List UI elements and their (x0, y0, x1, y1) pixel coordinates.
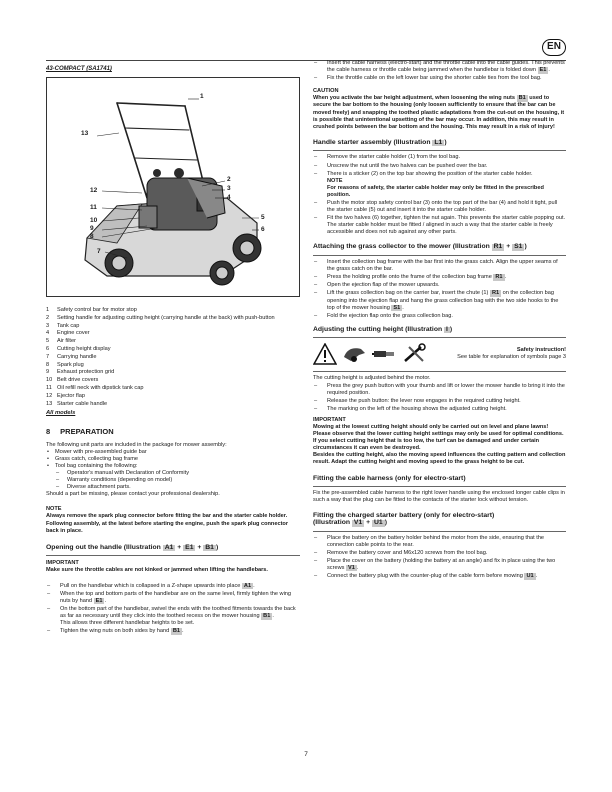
section-title-preparation: 8 PREPARATION (46, 426, 114, 436)
divider (313, 531, 566, 532)
tools-icon (401, 343, 427, 365)
safety-symbols (313, 343, 427, 365)
package-contents (46, 449, 300, 470)
callout-8: 8 (90, 233, 94, 241)
mower-figure (46, 77, 300, 297)
cable-harness-title: Fitting the cable harness (only for electro-start) (313, 474, 466, 482)
list-item: – Unscrew the nut until the two halves can be pushed over the bar. (313, 163, 566, 170)
important-text: Please observe that the lower cutting height settings may only be used for optimal conditions. If you select cutting height that is too low, the turf can be damaged and under certain circumstances it can even be destroyed. (313, 431, 564, 452)
list-item: 3 Tank cap (46, 322, 80, 329)
list-item: • Mower with pre-assembled guide bar (46, 449, 300, 456)
missing-part-text: Should a part be missing, please contact your professional dealership. (46, 491, 220, 498)
list-item: 9 Exhaust protection grid (46, 369, 115, 376)
language-badge: EN (542, 39, 566, 56)
callout-6: 6 (261, 226, 265, 234)
list-item: 11 Oil refill neck with dipstick tank cap (46, 385, 144, 392)
callout-2: 2 (227, 176, 231, 184)
divider (313, 150, 566, 151)
list-item: 1 Safety control bar for motor stop (46, 307, 137, 314)
safety-instruction-text: Safety instruction! See table for explanation of symbols page 3 (457, 347, 566, 361)
list-item: – Fix the throttle cable on the left lower bar using the shorter cable ties from the tool bag. (313, 75, 566, 82)
list-item: 10 Belt drive covers (46, 377, 99, 384)
tool-bag-contents (46, 470, 300, 491)
list-item: 8 Spark plug (46, 361, 84, 368)
callout-10: 10 (90, 217, 98, 225)
list-item: – Insert the collection bag frame with the bar first into the grass catch. Align the upper seams of the grass catch on the bar. (313, 259, 566, 273)
list-item: – Operator's manual with Declaration of Conformity (55, 470, 300, 477)
list-item: • Grass catch, collecting bag frame (46, 456, 300, 463)
important-label: IMPORTANT (313, 416, 346, 423)
parts-list (46, 307, 300, 408)
hand-injury-icon (341, 343, 367, 365)
callout-9: 9 (90, 225, 94, 233)
list-item: – When the top and bottom parts of the handlebar are on the same level, firmly tighten the wing nuts by hand E1 . (46, 591, 300, 605)
list-item: – Open the ejection flap of the mower upwards. (313, 282, 566, 289)
list-item: – Remove the battery cover and M6x120 screws from the tool bag. (313, 550, 566, 557)
list-item: 4 Engine cover (46, 330, 90, 337)
list-item: – Release the push button: the lever now engages in the required cutting height. (313, 398, 566, 405)
callout-13: 13 (81, 130, 89, 138)
list-item: – Remove the starter cable holder (1) from the tool bag. (313, 154, 566, 161)
safety-instruction-box (313, 341, 566, 367)
list-item: – On the bottom part of the handlebar, swivel the ends with the toothed fitments towards the back as far as necessary until they click into the toothed recess on the mower housing B1 . This allows three different handlebar heights to be set. (46, 606, 300, 627)
model-title: 43-COMPACT (SA1741) (46, 66, 112, 72)
list-item: 13 Starter cable handle (46, 400, 108, 407)
divider (313, 337, 566, 338)
warning-triangle-icon (313, 343, 337, 365)
divider (313, 371, 566, 372)
list-item: – There is a sticker (2) on the top bar showing the position of the starter cable holder. NOTE For reasons of safety, the starter cable holder may only be fitted in the prescribed position. (313, 171, 566, 199)
battery-title: Fitting the charged starter battery (only for electro-start) (Illustration V1 + U1 ) (313, 511, 495, 526)
handle-starter-steps (313, 154, 566, 236)
cutting-height-intro: The cutting height is adjusted behind the motor. (313, 375, 431, 382)
divider (46, 555, 300, 556)
list-item: – Place the cover on the battery (holding the battery at an angle) and fix in place using the two screws V1 . (313, 558, 566, 572)
list-item: – Push the motor stop safety control bar (3) onto the top part of the bar (4) and hold it tight, pull the starter cable (5) out and insert it into the starter cable holder. (313, 200, 566, 214)
list-item: – Press the holding profile onto the frame of the collection bag frame R1 . (313, 274, 566, 281)
battery-steps (313, 535, 566, 581)
preparation-intro: The following unit parts are included in the package for mower assembly: (46, 441, 227, 448)
page-number: 7 (304, 751, 308, 758)
important-text: Besides the cutting height, also the moving speed influences the cutting pattern and collection result. Adapt the cutting height and moving speed to the grass height to be cut. (313, 452, 566, 466)
callout-4: 4 (227, 194, 231, 202)
list-item: – Insert the cable harness (electro-start) and the throttle cable into the cable guides. This prevents the cable harness or throttle cable being jammed when the handlebar is folded down E1 . (313, 60, 566, 74)
all-models-heading: All models (46, 410, 76, 417)
list-item: – Press the grey push button with your thumb and lift or lower the mower handle to bring it into the required position. (313, 383, 566, 397)
list-item: 6 Cutting height display (46, 346, 111, 353)
opening-handle-title: Opening out the handle (Illustration A1 + E1 + B1 ) (46, 543, 219, 551)
list-item: – Pull on the handlebar which is collapsed in a Z-shape upwards into place A1 . (46, 583, 300, 590)
mower-illustration (47, 78, 301, 298)
list-item: 12 Ejector flap (46, 392, 85, 399)
caution-label: CAUTION (313, 88, 339, 95)
callout-12: 12 (90, 187, 98, 195)
list-item: – Tighten the wing nuts on both sides by hand B1 . (46, 628, 300, 635)
callout-5: 5 (261, 214, 265, 222)
list-item: 7 Carrying handle (46, 353, 97, 360)
callout-7: 7 (97, 248, 101, 256)
divider (313, 255, 566, 256)
list-item: – Warranty conditions (depending on model) (55, 477, 300, 484)
list-item: – Fit the two halves (6) together, tighten the nut again. This prevents the starter cable popping out. The starter cable holder must be fitted / aligned in such a way that the starter cable is freely accessible and does not rub against any other parts. (313, 215, 566, 236)
list-item: – Lift the grass collection bag on the carrier bar, insert the chute (1) R1 on the collection bag opening into the ejection flap and hang the grass collection bag with the two side hooks to the top of the mower housing S1 . (313, 290, 566, 311)
callout-1: 1 (200, 93, 204, 101)
cable-steps (313, 60, 566, 82)
note-text: Always remove the spark plug connector before fitting the bar and the starter cable holder. Following assembly, at the latest before starting the engine, push the spark plug connector back in place. (46, 513, 289, 534)
cable-harness-text: Fix the pre-assembled cable harness to the right lower handle using the enclosed longer cable clips in such a way that the plug can be fitted to the contacts of the starter lock without tension. (313, 489, 565, 503)
list-item: • Tool bag containing the following: (46, 463, 300, 470)
grass-collector-steps (313, 259, 566, 320)
note-label: NOTE (46, 506, 62, 513)
divider (313, 486, 566, 487)
right-column (313, 60, 566, 581)
list-item: – Connect the battery plug with the counter-plug of the cable form before mowing U1 . (313, 573, 566, 580)
handle-steps (46, 583, 300, 636)
list-item: – The marking on the left of the housing shows the adjusted cutting height. (313, 406, 566, 413)
callout-11: 11 (90, 204, 97, 212)
handle-starter-title: Handle starter assembly (Illustration L1 ) (313, 138, 447, 146)
list-item: 5 Air filter (46, 338, 76, 345)
list-item: – Place the battery on the battery holder behind the motor from the side, ensuring that the connection cable points to the rear. (313, 535, 566, 549)
grass-collector-title: Attaching the grass collector to the mower (Illustration R1 + S1 ) (313, 243, 527, 251)
important-text: Make sure the throttle cables are not kinked or jammed when lifting the handlebars. (46, 567, 268, 574)
caution-text: When you activate the bar height adjustment, when loosening the wing nuts B1 used to secure the bar bottom to the housing (only loosen sufficiently to ensure that the bar can be moved freely) and snapping the toothed plastic adaptations from the cut-out on the housing, it is possible that unintentional upsetting of the bar may occur. In addition, this may result in crushed points between the bar bottom and the housing. This may result in a risk of injury! (313, 95, 565, 130)
important-label: IMPORTANT (46, 560, 79, 567)
cutting-height-title: Adjusting the cutting height (Illustration I ) (313, 325, 453, 333)
list-item: – Diverse attachment parts. (55, 484, 300, 491)
left-column (46, 66, 300, 636)
important-text: Mowing at the lowest cutting height should only be carried out on level and plane lawns! (313, 423, 549, 430)
cutting-height-steps (313, 383, 566, 413)
list-item: 2 Setting handle for adjusting cutting height (carrying handle at the back) with push-button (46, 314, 275, 321)
list-item: – Fold the ejection flap onto the grass collection bag. (313, 313, 566, 320)
callout-3: 3 (227, 185, 231, 193)
spark-plug-icon (371, 343, 397, 365)
